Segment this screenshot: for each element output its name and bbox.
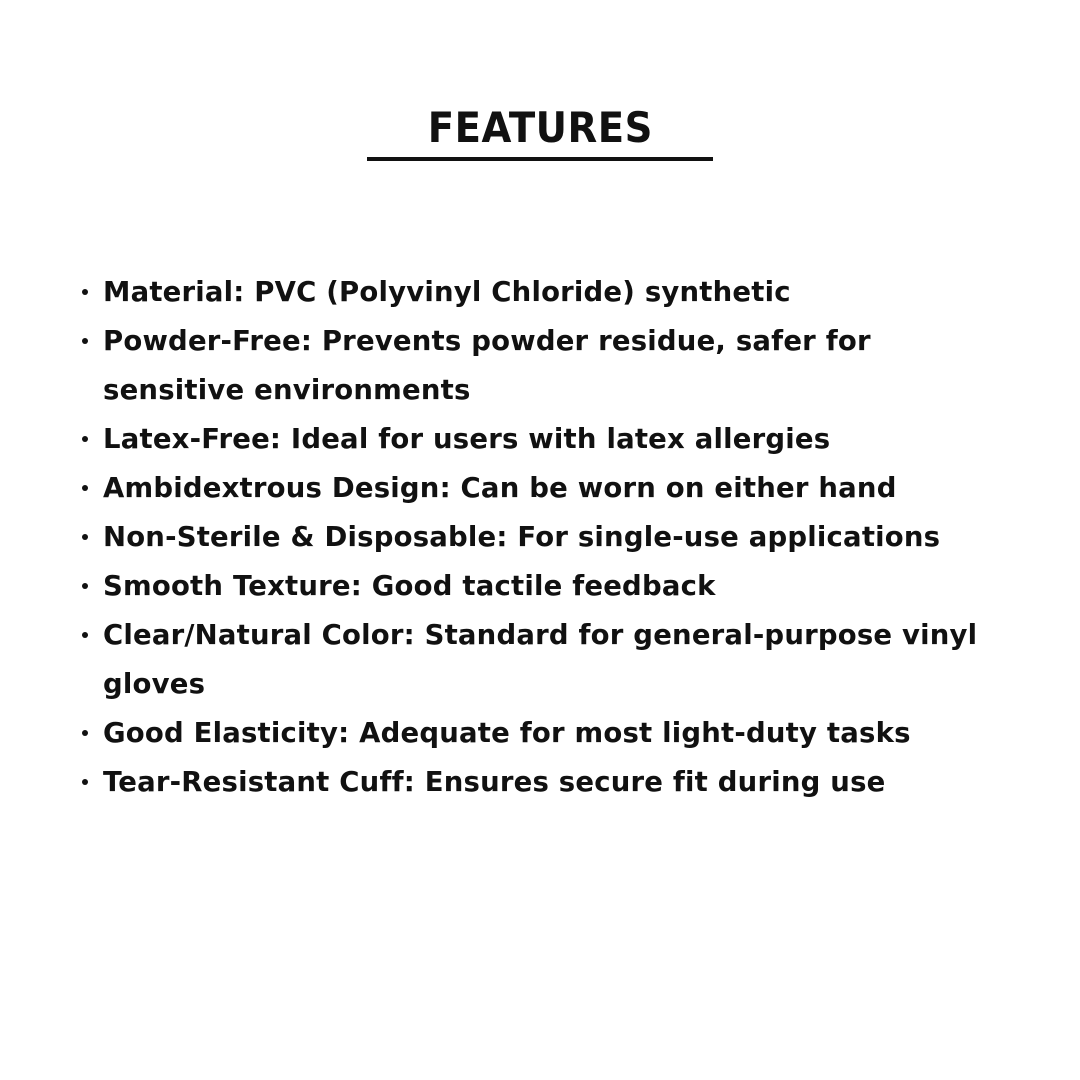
list-item [80, 562, 980, 611]
page-title: FEATURES [427, 103, 653, 152]
list-item-text: Material: PVC (Polyvinyl Chloride) synthetic [103, 276, 791, 308]
list-item [80, 709, 980, 758]
list-item-text: Clear/Natural Color: Standard for general-purpose vinyl gloves [103, 619, 978, 700]
title-underline [367, 157, 713, 161]
bullet-icon [82, 779, 88, 785]
list-item-text: Ambidextrous Design: Can be worn on either hand [103, 472, 897, 504]
list-item [80, 611, 980, 709]
list-item-text: Good Elasticity: Adequate for most light-duty tasks [103, 717, 911, 749]
list-item-text: Non-Sterile & Disposable: For single-use applications [103, 521, 941, 553]
bullet-icon [82, 485, 88, 491]
feature-list [80, 268, 980, 807]
bullet-icon [82, 583, 88, 589]
list-item [80, 464, 980, 513]
bullet-icon [82, 289, 88, 295]
bullet-icon [82, 730, 88, 736]
list-item [80, 268, 980, 317]
heading-wrapper [0, 100, 1080, 156]
bullet-icon [82, 632, 88, 638]
list-item [80, 415, 980, 464]
bullet-icon [82, 534, 88, 540]
list-item [80, 758, 980, 807]
list-item-text: Latex-Free: Ideal for users with latex allergies [103, 423, 831, 455]
list-item-text: Powder-Free: Prevents powder residue, safer for sensitive environments [103, 325, 871, 406]
bullet-icon [82, 436, 88, 442]
bullet-icon [82, 338, 88, 344]
list-item-text: Tear-Resistant Cuff: Ensures secure fit during use [103, 766, 886, 798]
list-item-text: Smooth Texture: Good tactile feedback [103, 570, 716, 602]
list-item [80, 317, 980, 415]
list-item [80, 513, 980, 562]
